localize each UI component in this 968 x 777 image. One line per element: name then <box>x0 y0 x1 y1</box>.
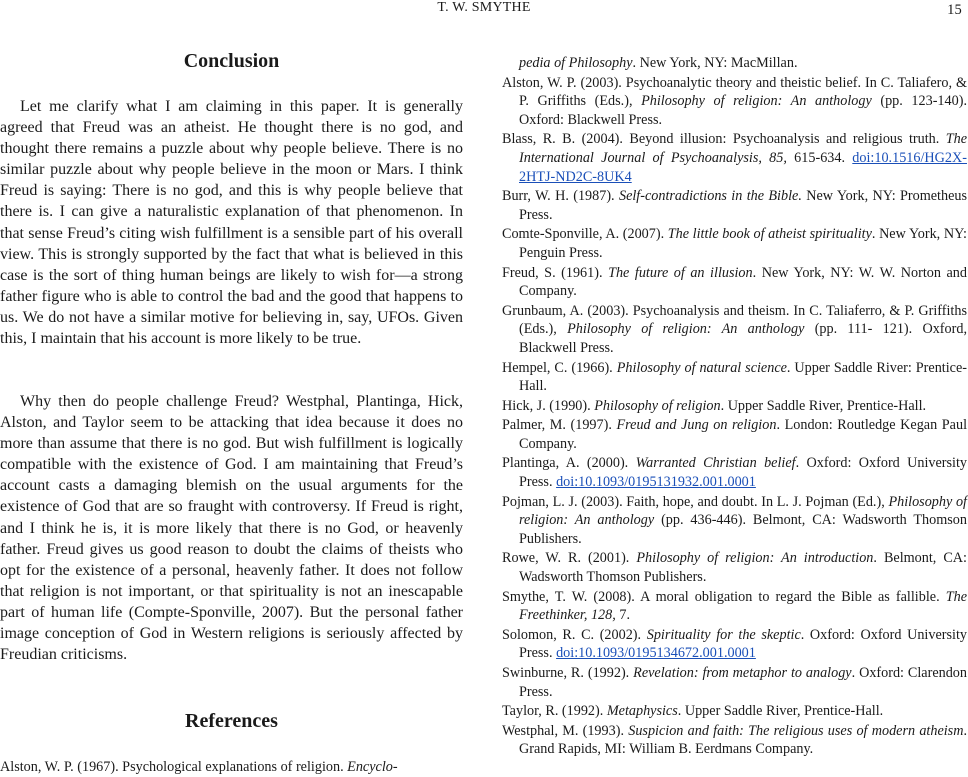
reference-entry <box>502 416 967 453</box>
reference-text: Burr, W. H. (1987). <box>502 188 619 205</box>
reference-italic: Philosophy of religion <box>594 397 721 414</box>
reference-text: . New York, NY: Penguin Press. <box>519 226 967 261</box>
reference-entry <box>502 130 967 186</box>
reference-text: . Upper Saddle River: Prentice-Hall. <box>519 359 967 395</box>
reference-italic: Revelation: from metaphor to analogy <box>633 665 852 681</box>
reference-entry-continued <box>502 54 967 73</box>
reference-text: Solomon, R. C. (2002). <box>502 626 647 643</box>
doi-link[interactable]: doi:10.1093/0195134672.001.0001 <box>556 645 756 662</box>
reference-text: Rowe, W. R. (2001). <box>502 550 637 567</box>
references-heading: References <box>185 710 278 732</box>
reference-text: (pp. 436-446). Belmont, CA: Wadsworth Thomson Publishers. <box>519 512 967 547</box>
reference-entry <box>502 302 967 358</box>
reference-text: Plantinga, A. (2000). <box>502 455 636 472</box>
reference-entry <box>502 664 967 701</box>
reference-entry <box>502 74 967 130</box>
reference-text: Hick, J. (1990). <box>502 397 595 414</box>
reference-text: Hempel, C. (1966). <box>502 359 617 376</box>
reference-text: Grunbaum, A. (2003). Psychoanalysis and theism. In C. Taliaferro, & P. Griffiths (Eds.), <box>502 302 967 338</box>
reference-text: . New York, NY: MacMillan. <box>632 55 798 71</box>
reference-text: Comte-Sponville, A. (2007). <box>502 226 668 243</box>
running-head-author: T. W. SMYTHE <box>437 0 531 15</box>
reference-entry <box>502 722 967 759</box>
conclusion-heading: Conclusion <box>183 50 280 72</box>
reference-italic: pedia of Philosophy <box>519 55 633 71</box>
reference-italic: Philosophy of religion: An anthology <box>567 321 805 338</box>
reference-italic: Suspicion and faith: The religious uses of modern atheism <box>628 722 964 739</box>
reference-entry <box>502 626 967 663</box>
reference-text: Pojman, L. J. (2003). Faith, hope, and doubt. In L. J. Pojman (Ed.), <box>502 493 889 510</box>
reference-entry <box>502 493 967 549</box>
reference-text: 7. <box>615 607 630 624</box>
reference-text: Blass, R. B. (2004). Beyond illusion: Psychoanalysis and religious truth. <box>502 131 946 148</box>
conclusion-paragraph-1 <box>0 96 463 349</box>
reference-italic: Freud and Jung on religion <box>616 417 777 434</box>
reference-entry <box>502 397 967 416</box>
reference-text: 615-634. <box>786 149 853 166</box>
reference-italic: The little book of atheist spirituality <box>667 226 872 243</box>
paragraph-text: Why then do people challenge Freud? Westphal, Plantinga, Hick, Alston, and Taylor seem to be attacking that idea because it does no more than assume that there is no god. But wish fulfillment is logically compatible with the existence of God. I am maintaining that Freud’s account casts a damaging blemish on the usual arguments for the existence of God that are so fraught with controversy. If Freud is right, and I think he is, it is more likely that there is no God, or heavenly father. Freud gives us good reason to doubt the claims of theists who opt for the existence of a personal, heavenly father. It does not follow that religion is not important, or that spirituality is not an inescapable part of human life (Compte-Sponville, 2007). But the personal father image conception of God in Western religions is seriously affected by Freudian criticisms. <box>0 393 463 664</box>
reference-italic: Metaphysics <box>606 703 678 720</box>
reference-text: . Oxford: Oxford University Press. <box>519 455 968 491</box>
reference-entry <box>502 454 967 491</box>
reference-italic: Warranted Christian belief <box>635 455 796 472</box>
reference-entry <box>502 702 967 721</box>
reference-text: (pp. 123-140). Oxford: Blackwell Press. <box>519 93 967 128</box>
reference-italic: Spirituality for the skeptic <box>646 626 801 643</box>
reference-text: (pp. 111- 121). Oxford, Blackwell Press. <box>519 321 967 356</box>
reference-text: . Grand Rapids, MI: William B. Eerdmans Company. <box>519 722 967 758</box>
reference-text: . Belmont, CA: Wadsworth Thomson Publishers. <box>519 550 967 586</box>
reference-italic: The International Journal of Psychoanalysis, 85, <box>519 131 967 166</box>
doi-link[interactable]: doi:10.1516/HG2X-2HTJ-ND2C-8UK4 <box>519 149 967 185</box>
running-head <box>0 0 968 18</box>
reference-text: Taylor, R. (1992). <box>502 703 607 720</box>
reference-italic: Self-contradictions in the Bible. <box>618 188 802 205</box>
reference-text: Freud, S. (1961). <box>502 264 609 281</box>
reference-text: Westphal, M. (1993). <box>502 722 629 739</box>
reference-text: . Upper Saddle River, Prentice-Hall. <box>720 397 927 414</box>
reference-text: . New York, NY: W. W. Norton and Company. <box>519 264 967 300</box>
reference-text: . Oxford: Clarendon Press. <box>519 665 967 700</box>
reference-text: Smythe, T. W. (2008). A moral obligation to regard the Bible as fallible. <box>502 588 946 605</box>
paragraph-text: Let me clarify what I am claiming in this paper. It is generally agreed that Freud was an atheist. He thought there is no god, and thought there remains a puzzle about why people believe. There is no similar puzzle about why people believe in the moon or Mars. I think Freud is saying: There is no god, and this is why people believe that there is. I can give a naturalistic explanation of that phenomenon. In that sense Freud’s citing wish fulfillment is a sensible part of his overall view. This is strongly supported by the fact that what is believed in this case is the sort of thing human beings are likely to wish for—a strong father figure who is able to control the bad and the good that happens to us. We do not have a similar motive for believing in, say, UFOs. Given this, I maintain that his account is more likely to be true. <box>0 98 463 348</box>
reference-entry <box>502 264 967 301</box>
reference-italic: The Freethinker, 128, <box>519 588 967 624</box>
reference-italic: The future of an illusion <box>608 264 753 281</box>
doi-link[interactable]: doi:10.1093/0195131932.001.0001 <box>556 474 756 491</box>
reference-italic: Encyclo- <box>347 759 398 775</box>
page-number: 15 <box>947 2 962 18</box>
reference-italic: Philosophy of religion: An anthology <box>641 93 872 110</box>
conclusion-paragraph-2 <box>0 391 463 665</box>
reference-italic: Philosophy of religion: An anthology <box>519 493 967 529</box>
references-list <box>502 54 967 760</box>
reference-text: . London: Routledge Kegan Paul Company. <box>519 417 968 452</box>
reference-entry <box>502 225 967 262</box>
reference-text: Alston, W. P. (1967). Psychological explanations of religion. <box>0 759 348 775</box>
reference-entry <box>502 359 967 396</box>
reference-italic: Philosophy of natural science <box>616 359 787 376</box>
reference-entry <box>502 187 967 224</box>
reference-entry <box>502 588 967 625</box>
reference-italic: Philosophy of religion: An introduction <box>636 550 874 567</box>
reference-text: . Oxford: Oxford University Press. <box>519 626 967 662</box>
reference-entry <box>502 549 967 586</box>
reference-text: Alston, W. P. (2003). Psychoanalytic theory and theistic belief. In C. Taliafero, & P. Griffiths (Eds.), <box>502 74 967 110</box>
reference-text: New York, NY: Prometheus Press. <box>519 188 967 223</box>
reference-entry <box>0 758 463 777</box>
reference-text: Swinburne, R. (1992). <box>502 665 634 681</box>
reference-text: Palmer, M. (1997). <box>502 417 617 434</box>
reference-text: . Upper Saddle River, Prentice-Hall. <box>677 703 884 720</box>
